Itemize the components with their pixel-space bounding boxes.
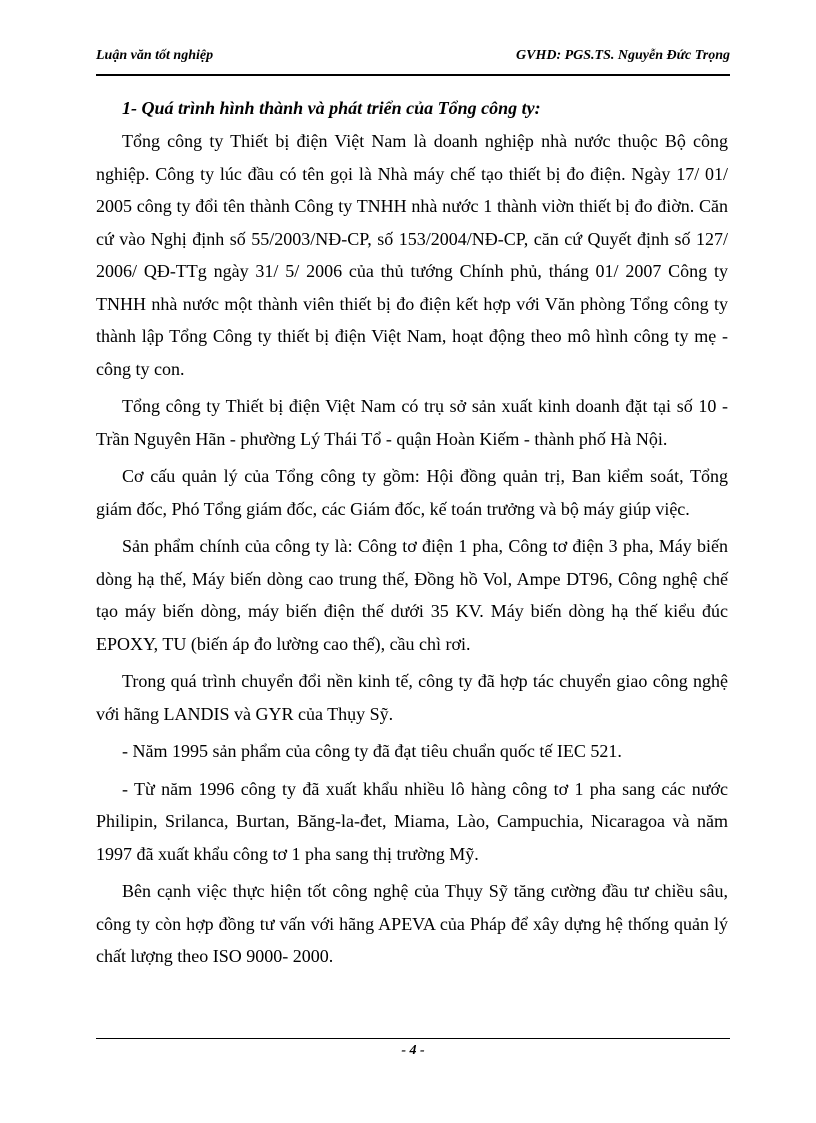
paragraph-exports: - Từ năm 1996 công ty đã xuất khẩu nhiều lô hàng công tơ 1 pha sang các nước Philipin, Srilanca, Burtan, Băng-la-đet, Miama, Lào, Campuchia, Nicaragoa và năm 1997 đã xuất khẩu công tơ 1 pha sang thị trường Mỹ. (96, 778, 728, 864)
paragraph-iso-quality: Bên cạnh việc thực hiện tốt công nghệ của Thụy Sỹ tăng cường đầu tư chiều sâu, công ty còn hợp đồng tư vấn với hãng APEVA của Pháp để xây dựng hệ thống quản lý chất lượng theo ISO 9000- 2000. (96, 881, 728, 966)
footer-divider (96, 1038, 730, 1039)
paragraph-iec-standard: - Năm 1995 sản phẩm của công ty đã đạt tiêu chuẩn quốc tế IEC 521. (122, 741, 622, 761)
header-divider (96, 74, 730, 76)
paragraph-headquarters: Tổng công ty Thiết bị điện Việt Nam có trụ sở sản xuất kinh doanh đặt tại số 10 - Trần Nguyên Hãn - phường Lý Thái Tổ - quận Hoàn Kiếm - thành phố Hà Nội. (96, 396, 728, 449)
page-number: - 4 - (401, 1043, 425, 1058)
page-header (96, 48, 730, 70)
paragraph-technology-transfer: Trong quá trình chuyển đổi nền kinh tế, công ty đã hợp tác chuyển giao công nghệ với hãng LANDIS và GYR của Thụy Sỹ. (96, 671, 728, 724)
paragraph-company-history: Tổng công ty Thiết bị điện Việt Nam là doanh nghiệp nhà nước thuộc Bộ công nghiệp. Công ty lúc đầu có tên gọi là Nhà máy chế tạo thiết bị đo điện. Ngày 17/ 01/ 2005 công ty đổi tên thành Công ty TNHH nhà nước 1 thành viờn thiết bị đo điờn. Căn cứ vào Nghị định số 55/2003/NĐ-CP, số 153/2004/NĐ-CP, căn cứ Quyết định số 127/ 2006/ QĐ-TTg ngày 31/ 5/ 2006 của thủ tướng Chính phủ, tháng 01/ 2007 Công ty TNHH nhà nước một thành viên thiết bị đo điện kết hợp với Văn phòng Tổng công ty thành lập Tổng Công ty thiết bị điện Việt Nam, hoạt động theo mô hình công ty mẹ - công ty con. (96, 131, 728, 379)
header-thesis-title: Luận văn tốt nghiệp (96, 48, 214, 63)
section-heading: 1- Quá trình hình thành và phát triển của Tổng công ty: (122, 98, 541, 118)
header-supervisor: GVHD: PGS.TS. Nguyễn Đức Trọng (516, 48, 730, 63)
main-content (96, 93, 728, 978)
paragraph-main-products: Sản phẩm chính của công ty là: Công tơ điện 1 pha, Công tơ điện 3 pha, Máy biến dòng hạ thế, Máy biến dòng cao trung thế, Đồng hồ Vol, Ampe DT96, Công nghệ chế tạo máy biến dòng, máy biến điện thế dưới 35 KV. Máy biến dòng hạ thế kiểu đúc EPOXY, TU (biến áp đo lường cao thế), cầu chì rơi. (96, 536, 728, 654)
paragraph-management-structure: Cơ cấu quản lý của Tổng công ty gồm: Hội đồng quản trị, Ban kiểm soát, Tổng giám đốc, Phó Tổng giám đốc, các Giám đốc, kế toán trưởng và bộ máy giúp việc. (96, 466, 728, 519)
